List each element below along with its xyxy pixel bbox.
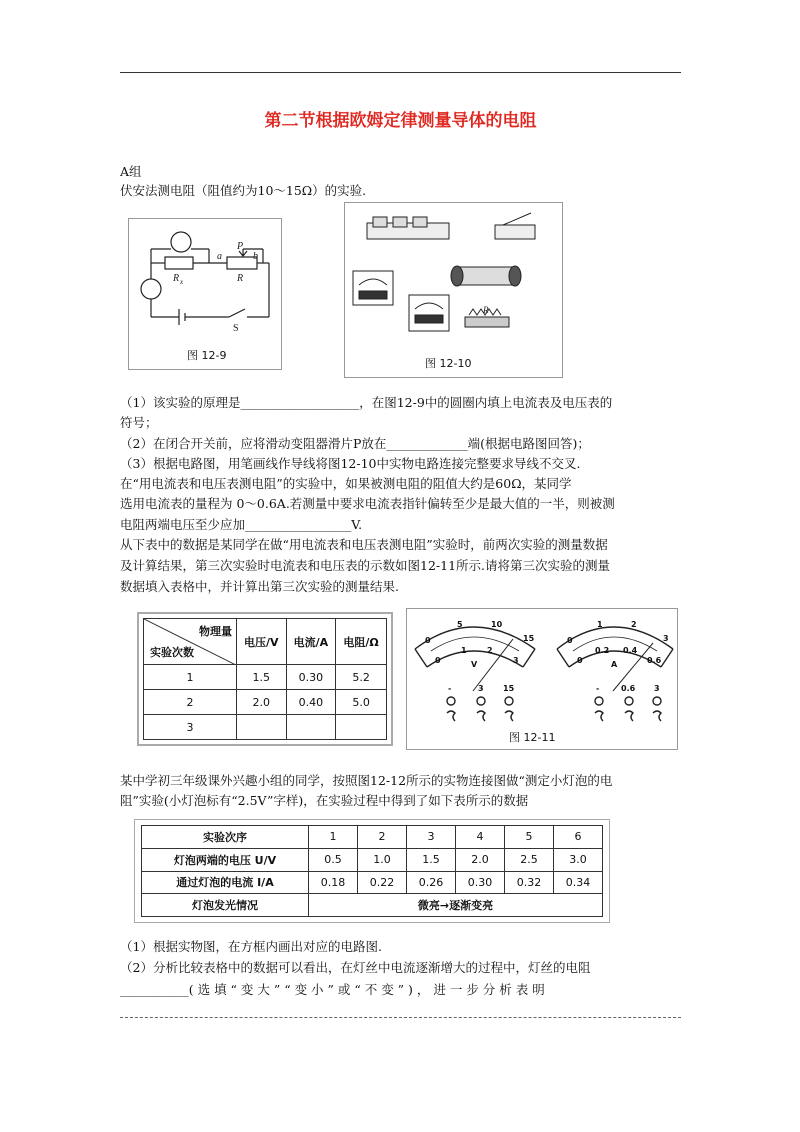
header-rule (120, 72, 681, 73)
table-cell: 实验次序 (142, 826, 309, 849)
question-line-8: 从下表中的数据是某同学在做“用电流表和电压表测电阻”实验时，前两次实验的测量数据 (120, 537, 608, 552)
label-r: R (237, 273, 244, 284)
v-inner-2: 2 (487, 646, 493, 655)
table-row (142, 848, 603, 871)
v-terminal-0: - (448, 684, 452, 693)
table-cell: 0.34 (554, 871, 603, 894)
label-p: P (237, 241, 244, 252)
a-inner-2: 0.4 (623, 646, 638, 655)
table-cell: 0.32 (505, 871, 554, 894)
table-row (142, 871, 603, 894)
a-scale-1: 1 (597, 620, 603, 629)
label-rx: R (173, 273, 180, 284)
figure-12-9 (128, 218, 282, 370)
meters-illustration (407, 609, 677, 749)
a-unit: A (611, 660, 618, 669)
table-cell: 2.0 (237, 690, 287, 715)
v-terminal-1: 3 (478, 684, 484, 693)
label-rx-sub: x (180, 278, 184, 286)
figure-12-11 (406, 608, 678, 750)
table-cell: 1 (144, 665, 237, 690)
a-inner-1: 0.2 (595, 646, 610, 655)
question2-line-3: ___________( 选 填 “ 变 大 ” “ 变 小 ” 或 “ 不 变 ” ) ， 进 一 步 分 析 表 明 (120, 982, 545, 997)
label-a: a (217, 251, 222, 262)
a-terminal-1: 0.6 (621, 684, 636, 693)
data-table-1 (137, 612, 393, 746)
figure-12-11-caption: 图 12-11 (509, 731, 556, 744)
table-cell: 5.0 (336, 690, 387, 715)
page-title: 第二节根据欧姆定律测量导体的电阻 (264, 111, 537, 131)
table-cell: 微亮→逐渐变亮 (309, 894, 603, 917)
table-cell: 3 (144, 715, 237, 740)
meter-icon (353, 271, 393, 305)
rheostat-icon (457, 267, 515, 285)
table-cell: 6 (554, 826, 603, 849)
v-scale-2: 10 (491, 620, 503, 629)
table-cell: 1.5 (237, 665, 287, 690)
question2-line-1: （1）根据实物图，在方框内画出对应的电路图. (120, 939, 382, 954)
table-cell: 2.0 (456, 848, 505, 871)
para2-line-1: 某中学初三年级课外兴趣小组的同学，按照图12-12所示的实物连接图做“测定小灯泡的电 (120, 773, 613, 788)
a-scale-3: 3 (663, 634, 669, 643)
meter-icon-2 (409, 295, 449, 331)
table-cell: 灯泡发光情况 (142, 894, 309, 917)
table-cell: 0.26 (407, 871, 456, 894)
question-line-2: 符号； (120, 415, 158, 430)
table-cell: 1 (309, 826, 358, 849)
question-line-9: 及计算结果，第三次实验时电流表和电压表的示数如图12-11所示.请将第三次实验的测量 (120, 558, 611, 573)
voltmeter-outer-arc (415, 627, 535, 649)
question2-line-2: （2）分析比较表格中的数据可以看出，在灯丝中电流逐渐增大的过程中，灯丝的电阻 (120, 960, 591, 975)
a-scale-2: 2 (631, 620, 637, 629)
table-cell: 灯泡两端的电压 U/V (142, 848, 309, 871)
table-row (144, 715, 387, 740)
a-terminal-2: 3 (654, 684, 660, 693)
table-cell: 0.30 (456, 871, 505, 894)
a-inner-0: 0 (577, 656, 583, 665)
table-cell: 2 (358, 826, 407, 849)
table-cell: 5.2 (336, 665, 387, 690)
table1-header-voltage: 电压/V (237, 619, 287, 665)
table-row (142, 894, 603, 917)
table-cell (237, 715, 287, 740)
table-cell (286, 715, 336, 740)
table-cell: 5 (505, 826, 554, 849)
group-label: A组 (120, 164, 142, 179)
figure-12-9-caption: 图 12-9 (187, 349, 227, 362)
table-row (144, 665, 387, 690)
apparatus-illustration (345, 203, 562, 377)
table-row (142, 826, 603, 849)
table-cell: 0.40 (286, 690, 336, 715)
figure-12-10 (344, 202, 563, 378)
ammeter-outer-arc (557, 627, 673, 649)
a-scale-0: 0 (567, 636, 573, 645)
v-unit: V (471, 660, 478, 669)
question-line-1: （1）该实验的原理是___________________，在图12-9中的圆圈内填上电流表及电压表的 (120, 395, 613, 410)
data-table-2 (134, 819, 610, 923)
v-inner-3: 3 (513, 656, 519, 665)
v-terminal-2: 15 (503, 684, 515, 693)
question-line-6: 选用电流表的量程为 0～0.6A.若测量中要求电流表指针偏转至少是最大值的一半，则被测 (120, 496, 615, 511)
intro-text: 伏安法测电阻（阻值约为10～15Ω）的实验. (120, 183, 367, 198)
a-inner-3: 0.6 (647, 656, 662, 665)
corner-bottom: 实验次数 (150, 646, 194, 659)
v-scale-1: 5 (457, 620, 463, 629)
table-cell: 2 (144, 690, 237, 715)
v-inner-1: 1 (461, 646, 467, 655)
question-line-3: （2）在闭合开关前，应将滑动变阻器滑片P放在_____________端(根据电路图回答)； (120, 436, 590, 451)
para2-line-2: 阻”实验(小灯泡标有“2.5V”字样)，在实验过程中得到了如下表所示的数据 (120, 793, 529, 808)
table-cell: 3 (407, 826, 456, 849)
question-line-5: 在“用电流表和电压表测电阻”的实验中，如果被测电阻的阻值大约是60Ω，某同学 (120, 476, 572, 491)
table-cell: 1.0 (358, 848, 407, 871)
table1-header-current: 电流/A (286, 619, 336, 665)
table-cell: 1.5 (407, 848, 456, 871)
label-s: S (233, 323, 239, 334)
corner-top: 物理量 (199, 625, 232, 638)
switch-icon (495, 225, 535, 239)
table-cell: 0.30 (286, 665, 336, 690)
table-cell: 0.22 (358, 871, 407, 894)
table-cell (336, 715, 387, 740)
v-inner-0: 0 (435, 656, 441, 665)
table1-header-resistance: 电阻/Ω (336, 619, 387, 665)
table-row (144, 690, 387, 715)
table-cell: 4 (456, 826, 505, 849)
table-cell: 通过灯泡的电流 I/A (142, 871, 309, 894)
footer-rule (120, 1017, 681, 1018)
fig-12-10-r-label: R (483, 305, 489, 315)
a-terminal-0: - (596, 684, 600, 693)
v-scale-0: 0 (425, 636, 431, 645)
table-cell: 3.0 (554, 848, 603, 871)
figure-12-10-caption: 图 12-10 (425, 357, 472, 370)
table-cell: 0.5 (309, 848, 358, 871)
question-line-10: 数据填入表格中，并计算出第三次实验的测量结果. (120, 579, 399, 594)
label-b: b (253, 251, 258, 262)
table-cell: 2.5 (505, 848, 554, 871)
question-line-7: 电阻两端电压至少应加_________________V. (120, 517, 363, 532)
v-scale-3: 15 (523, 634, 535, 643)
question-line-4: （3）根据电路图，用笔画线作导线将图12-10中实物电路连接完整要求导线不交叉. (120, 456, 581, 471)
table-cell: 0.18 (309, 871, 358, 894)
